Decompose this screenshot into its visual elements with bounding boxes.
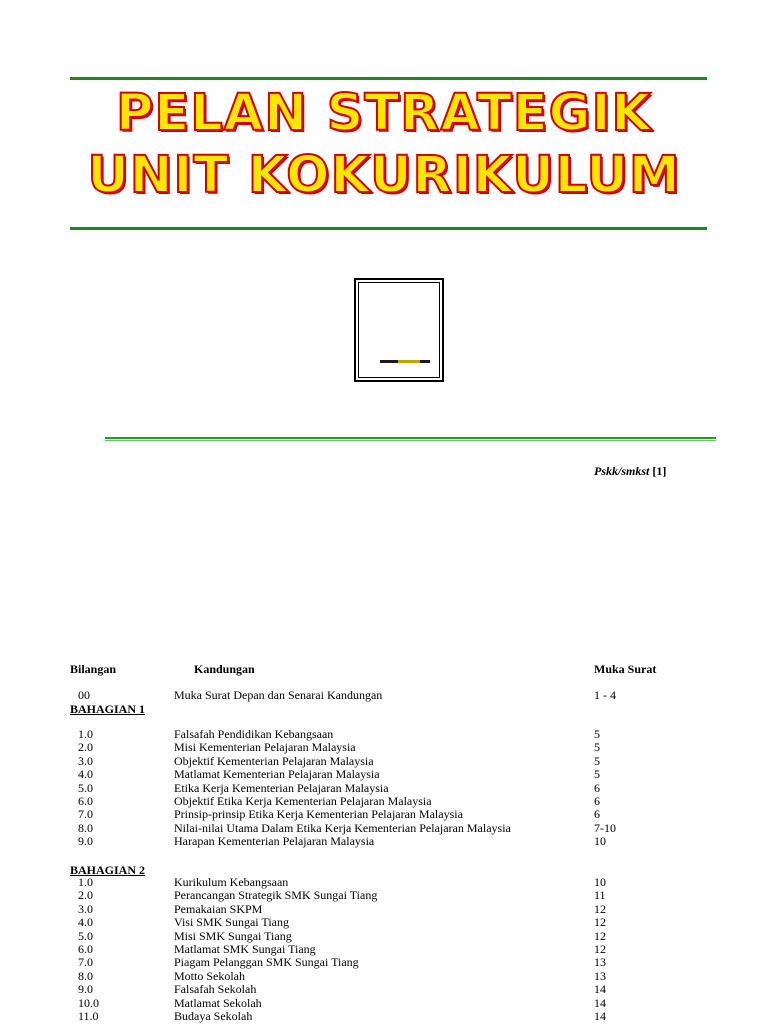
toc-row-number: 7.0 xyxy=(78,955,93,969)
toc-row-content: Muka Surat Depan dan Senarai Kandungan xyxy=(174,688,383,702)
toc-row-content: Piagam Pelanggan SMK Sungai Tiang xyxy=(174,955,359,969)
toc-row-page: 11 xyxy=(594,888,606,902)
toc-row-page: 5 xyxy=(594,740,600,754)
toc-row-content: Budaya Sekolah xyxy=(174,1009,253,1023)
toc-row-number: 8.0 xyxy=(78,969,93,983)
toc-row-page: 12 xyxy=(594,915,606,929)
toc-row-page: 5 xyxy=(594,754,600,768)
section-heading: BAHAGIAN 2 xyxy=(70,863,146,877)
toc-row-number: 10.0 xyxy=(78,996,99,1010)
toc-row-number: 8.0 xyxy=(78,821,93,835)
toc-row-number: 5.0 xyxy=(78,929,93,943)
logo-bar xyxy=(380,360,430,363)
logo-placeholder xyxy=(354,278,444,382)
toc-row-page: 13 xyxy=(594,955,606,969)
toc-row-content: Perancangan Strategik SMK Sungai Tiang xyxy=(174,888,378,902)
title-line-1: PELAN STRATEGIK xyxy=(116,84,652,143)
toc-row-page: 14 xyxy=(594,1009,606,1023)
toc-row-number: 3.0 xyxy=(78,902,93,916)
toc-row-number: 4.0 xyxy=(78,767,93,781)
toc-row-page: 12 xyxy=(594,902,606,916)
ref-code: Pskk/smkst xyxy=(594,464,650,478)
toc-row-page: 12 xyxy=(594,942,606,956)
toc-row-page: 6 xyxy=(594,794,600,808)
toc-row-number: 9.0 xyxy=(78,834,93,848)
bottom-rule xyxy=(70,227,707,230)
toc-row-content: Falsafah Pendidikan Kebangsaan xyxy=(174,727,334,741)
toc-row-content: Matlamat Sekolah xyxy=(174,996,262,1010)
toc-row-page: 13 xyxy=(594,969,606,983)
ref-page: [1] xyxy=(652,464,667,478)
toc-row-number: 9.0 xyxy=(78,982,93,996)
toc-row-page: 10 xyxy=(594,875,606,889)
toc-row-content: Harapan Kementerian Pelajaran Malaysia xyxy=(174,834,375,848)
toc-row-page: 6 xyxy=(594,807,600,821)
page-reference xyxy=(594,464,666,479)
toc-row-number: 3.0 xyxy=(78,754,93,768)
toc-row-content: Nilai-nilai Utama Dalam Etika Kerja Kementerian Pelajaran Malaysia xyxy=(174,821,511,835)
toc-row-content: Objektif Etika Kerja Kementerian Pelajaran Malaysia xyxy=(174,794,432,808)
toc-row-page: 14 xyxy=(594,982,606,996)
toc-row-content: Matlamat SMK Sungai Tiang xyxy=(174,942,316,956)
col-header-page: Muka Surat xyxy=(594,662,657,676)
toc-row-content: Misi Kementerian Pelajaran Malaysia xyxy=(174,740,356,754)
toc-row-content: Falsafah Sekolah xyxy=(174,982,257,996)
col-header-content: Kandungan xyxy=(194,662,255,676)
toc-row-number: 2.0 xyxy=(78,888,93,902)
toc-row-content: Prinsip-prinsip Etika Kerja Kementerian Pelajaran Malaysia xyxy=(174,807,463,821)
toc-row-page: 5 xyxy=(594,767,600,781)
section-heading: BAHAGIAN 1 xyxy=(70,702,146,716)
toc-row-content: Visi SMK Sungai Tiang xyxy=(174,915,289,929)
toc-row-number: 1.0 xyxy=(78,875,93,889)
toc-row-page: 1 - 4 xyxy=(594,688,616,702)
toc-row-page: 12 xyxy=(594,929,606,943)
toc-row-content: Misi SMK Sungai Tiang xyxy=(174,929,292,943)
toc-row-content: Kurikulum Kebangsaan xyxy=(174,875,289,889)
top-rule xyxy=(70,77,707,80)
toc-row-number: 7.0 xyxy=(78,807,93,821)
toc-row-number: 00 xyxy=(78,688,90,702)
toc-row-page: 6 xyxy=(594,781,600,795)
toc-row-content: Etika Kerja Kementerian Pelajaran Malaysia xyxy=(174,781,389,795)
toc-row-content: Matlamat Kementerian Pelajaran Malaysia xyxy=(174,767,380,781)
divider-rule-thin xyxy=(105,440,716,441)
toc-row-number: 1.0 xyxy=(78,727,93,741)
toc-row-page: 10 xyxy=(594,834,606,848)
toc-row-number: 11.0 xyxy=(78,1009,99,1023)
toc-row-number: 4.0 xyxy=(78,915,93,929)
toc-row-content: Motto Sekolah xyxy=(174,969,245,983)
toc-row-number: 6.0 xyxy=(78,942,93,956)
toc-row-content: Objektif Kementerian Pelajaran Malaysia xyxy=(174,754,374,768)
title-line-2: UNIT KOKURIKULUM xyxy=(87,146,681,205)
toc-row-page: 14 xyxy=(594,996,606,1010)
toc-row-page: 7-10 xyxy=(594,821,616,835)
col-header-no: Bilangan xyxy=(70,662,117,676)
toc-row-number: 2.0 xyxy=(78,740,93,754)
toc-row-content: Pemakaian SKPM xyxy=(174,902,263,916)
toc-row-number: 5.0 xyxy=(78,781,93,795)
toc-row-number: 6.0 xyxy=(78,794,93,808)
toc-row-page: 5 xyxy=(594,727,600,741)
divider-rule xyxy=(105,437,716,439)
